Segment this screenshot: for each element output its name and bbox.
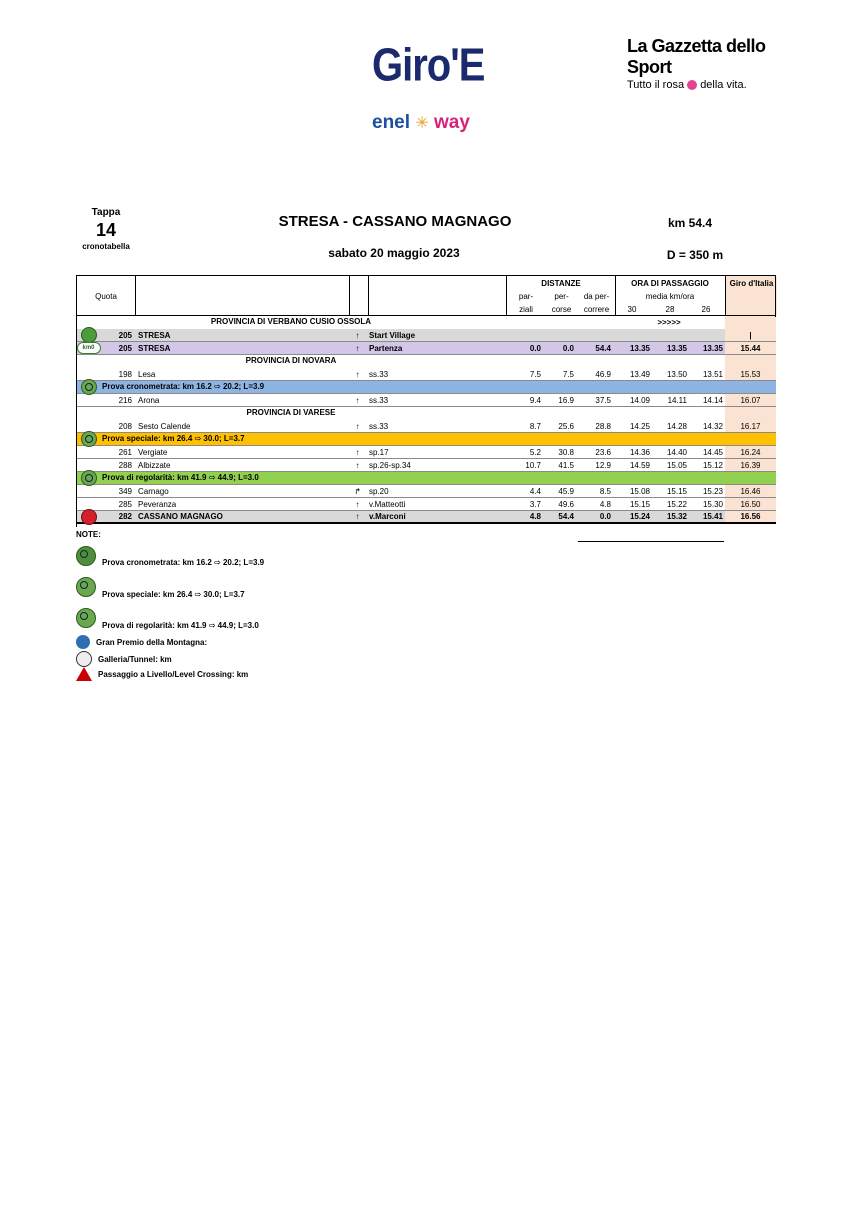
perc-cell: 54.4 [558,512,574,521]
stage-km: km 54.4 [667,216,713,230]
header-giro: Giro d'Italia [729,279,774,288]
location-cell: Carnago [138,486,169,496]
signature-line [578,541,724,542]
direction-arrow-icon: ↑ [355,395,360,405]
timed-segment-row [76,472,776,485]
parz-cell: 3.7 [529,499,541,509]
t28-cell: 13.50 [666,369,687,379]
t26-cell: 15.41 [702,512,723,521]
magnifier-icon [76,608,96,628]
perc-cell: 0.0 [562,343,574,353]
dap-cell: 0.0 [599,512,611,521]
quota-cell: 205 [118,330,132,340]
timed-segment-row [76,381,776,394]
road-cell: sp.17 [369,447,389,457]
dap-cell: 37.5 [595,395,611,405]
note-tunnel [76,651,172,667]
t28-cell: 13.35 [666,343,687,353]
parz-cell: 4.8 [529,512,541,521]
direction-arrow-icon: ↑ [355,460,360,470]
segment-icon [81,431,97,447]
perc-cell: 25.6 [558,421,574,431]
t28-cell: 14.28 [666,421,687,431]
giro-time-cell: 16.46 [725,485,776,497]
segment-label: Prova speciale: km 26.4 ⇨ 30.0; L=3.7 [102,434,245,443]
gazzetta-logo [627,36,777,91]
header-speed-28: 28 [665,305,675,314]
province-label: PROVINCIA DI VARESE [246,408,336,417]
parz-cell: 0.0 [529,343,541,353]
gazzetta-title: La Gazzetta dello Sport [627,36,766,77]
start-village-icon [81,327,97,343]
note-regolarita [76,605,259,630]
table-header [76,275,776,315]
t30-cell: 14.59 [629,460,650,470]
stopwatch-icon [76,546,96,566]
t30-cell: 15.24 [629,512,650,521]
stage-date: sabato 20 maggio 2023 [328,246,460,260]
header-quota: Quota [95,292,117,301]
parz-cell: 5.2 [529,447,541,457]
direction-arrow-icon: ↑ [355,330,360,340]
direction-arrow-icon: ↑ [355,343,360,353]
giro-time-cell: 16.39 [725,459,776,471]
t30-cell: 15.08 [629,486,650,496]
segment-label: Prova cronometrata: km 16.2 ⇨ 20.2; L=3.9 [102,382,265,391]
note-tunnel-text: Galleria/Tunnel: km [98,654,172,664]
note-speciale [76,574,245,599]
stage-title: STRESA - CASSANO MAGNAGO [278,213,512,230]
table-row [76,511,776,524]
t26-cell: 15.12 [702,460,723,470]
enel-way-logo [372,112,470,134]
road-cell: v.Matteotti [369,499,406,509]
finish-icon [81,509,97,525]
dap-cell: 12.9 [595,460,611,470]
header-media: media km/ora [645,292,695,301]
road-cell: ss.33 [369,421,389,431]
t28-cell: 14.40 [666,447,687,457]
road-cell: sp.26-sp.34 [369,460,411,470]
header-distanze: DISTANZE [541,279,581,288]
table-row [76,342,776,355]
table-row [76,459,776,472]
quota-cell: 198 [118,369,132,379]
dap-cell: 28.8 [595,421,611,431]
magnifier-icon [76,577,96,597]
dap-cell [577,329,614,341]
location-cell: STRESA [138,343,171,353]
table-body [76,316,776,524]
location-cell: STRESA [138,330,171,340]
giro-time-cell: 15.53 [725,368,776,380]
t28-cell: 15.32 [666,512,687,521]
gazzetta-sub-a: Tutto il rosa [627,79,685,91]
direction-arrow-icon: ↑ [355,512,360,521]
mountain-icon [76,635,90,649]
t30-cell: 15.15 [629,499,650,509]
note-crono [76,544,264,567]
giro-time-cell: 16.56 [725,511,776,522]
table-row [76,446,776,459]
dap-cell: 4.8 [599,499,611,509]
t28-cell: 15.22 [666,499,687,509]
t30-cell: 13.49 [629,369,650,379]
dap-cell: 54.4 [595,343,611,353]
province-row [76,407,776,420]
header-speed-30: 30 [627,305,637,314]
direction-arrow-icon: ↑ [355,499,360,509]
road-cell: Partenza [369,343,403,353]
t26-cell: 15.23 [702,486,723,496]
province-row [76,316,776,329]
parz-cell: 4.4 [529,486,541,496]
note-speciale-text: Prova speciale: km 26.4 ⇨ 30.0; L=3.7 [102,590,245,599]
quota-cell: 216 [118,395,132,405]
direction-arrow-icon: ↑ [355,421,360,431]
road-cell: v.Marconi [369,512,406,521]
perc-cell: 49.6 [558,499,574,509]
giro-time-cell: 15.44 [725,342,776,354]
header-percorse-b: corse [551,305,572,314]
note-gpm [76,635,207,649]
way-word: way [434,112,470,133]
t30-cell: 13.35 [629,343,650,353]
giro-time-cell: 16.07 [725,394,776,406]
parz-cell: 9.4 [529,395,541,405]
t26-cell: 13.51 [702,369,723,379]
giro-e-logo [372,40,485,100]
table-row [76,394,776,407]
parz-cell: 8.7 [529,421,541,431]
t30-cell [616,329,652,341]
location-cell: Sesto Calende [138,421,191,431]
perc-cell: 41.5 [558,460,574,470]
header-dapercorrere-a: da per- [583,292,610,301]
header-percorse-a: per- [554,292,569,301]
road-cell: sp.20 [369,486,389,496]
header-parziali-b: ziali [519,305,533,314]
table-row [76,485,776,498]
province-row [76,355,776,368]
giro-time-cell: 16.17 [725,420,776,432]
t28-cell: 14.11 [667,395,687,405]
quota-cell: 282 [118,512,132,521]
segment-icon [81,470,97,486]
location-cell: Vergiate [138,447,168,457]
quota-cell: 285 [118,499,132,509]
province-label: PROVINCIA DI VERBANO CUSIO OSSOLA [210,317,372,326]
km0-icon: km0 [77,342,101,354]
table-row [76,329,776,342]
segment-icon [81,379,97,395]
quota-cell: 208 [118,421,132,431]
t28-cell [652,329,690,341]
location-cell: CASSANO MAGNAGO [138,512,223,521]
t26-cell: 14.45 [702,447,723,457]
level-crossing-icon [76,667,92,681]
stage-dislivello: D = 350 m [666,248,724,262]
dap-cell: 46.9 [595,369,611,379]
giro-time-cell: 16.50 [725,498,776,510]
t28-cell: 15.05 [666,460,687,470]
parz-cell: 10.7 [525,460,541,470]
enel-word: enel [372,112,411,133]
parz-cell [506,329,544,341]
enel-star-icon: ✳ [415,115,429,132]
pink-ball-icon [687,80,697,90]
header-parziali-a: par- [518,292,534,301]
direction-arrow-icon: ↑ [355,369,360,379]
dap-cell: 8.5 [599,486,611,496]
note-crono-text: Prova cronometrata: km 16.2 ⇨ 20.2; L=3.9 [102,558,265,567]
perc-cell: 16.9 [558,395,574,405]
quota-cell: 205 [118,343,132,353]
t26-cell [690,329,725,341]
segment-label: Prova di regolarità: km 41.9 ⇨ 44.9; L=3.0 [102,473,259,482]
table-row [76,420,776,433]
location-cell: Arona [138,395,160,405]
road-cell: ss.33 [369,395,389,405]
giro-time-cell: | [725,329,776,341]
road-cell: ss.33 [369,369,389,379]
province-extra [614,355,724,368]
notes-title: NOTE: [76,530,101,539]
cronotabella-label: cronotabella [82,242,130,251]
road-cell: Start Village [369,330,416,340]
t26-cell: 15.30 [702,499,723,509]
province-extra: >>>>> [657,318,681,327]
quota-cell: 261 [118,447,132,457]
timed-segment-row [76,433,776,446]
note-gpm-text: Gran Premio della Montagna: [96,637,208,647]
table-row [76,498,776,511]
location-cell: Peveranza [138,499,177,509]
t30-cell: 14.36 [629,447,650,457]
perc-cell: 7.5 [562,369,574,379]
perc-cell: 30.8 [558,447,574,457]
tappa-label: Tappa [91,207,121,218]
quota-cell: 288 [118,460,132,470]
giro-e-logo-text: Giro'E [372,40,485,91]
perc-cell: 45.9 [558,486,574,496]
t26-cell: 13.35 [702,343,723,353]
t28-cell: 15.15 [666,486,687,496]
tappa-number: 14 [95,220,117,240]
table-row [76,368,776,381]
direction-arrow-icon: ↑ [355,447,360,457]
t30-cell: 14.09 [629,395,650,405]
cronotabella-table [76,275,776,524]
header-dapercorrere-b: correre [583,305,610,314]
gazzetta-subtitle [627,79,777,91]
direction-arrow-icon: ↱ [354,486,361,496]
gazzetta-sub-b: della vita. [700,79,747,91]
province-label: PROVINCIA DI NOVARA [245,356,337,365]
t30-cell: 14.25 [629,421,650,431]
quota-cell: 349 [118,486,132,496]
parz-cell: 7.5 [529,369,541,379]
t26-cell: 14.32 [702,421,723,431]
perc-cell [544,329,577,341]
tunnel-icon [76,651,92,667]
header-ora-passaggio: ORA DI PASSAGGIO [631,279,709,288]
location-cell: Albizzate [138,460,171,470]
header-speed-26: 26 [701,305,711,314]
dap-cell: 23.6 [595,447,611,457]
note-passaggio [76,667,248,681]
location-cell: Lesa [138,369,156,379]
giro-time-cell: 16.24 [725,446,776,458]
province-extra [614,407,724,420]
note-passaggio-text: Passaggio a Livello/Level Crossing: km [98,669,249,679]
t26-cell: 14.14 [702,395,723,405]
note-regolarita-text: Prova di regolarità: km 41.9 ⇨ 44.9; L=3.0 [102,621,259,630]
